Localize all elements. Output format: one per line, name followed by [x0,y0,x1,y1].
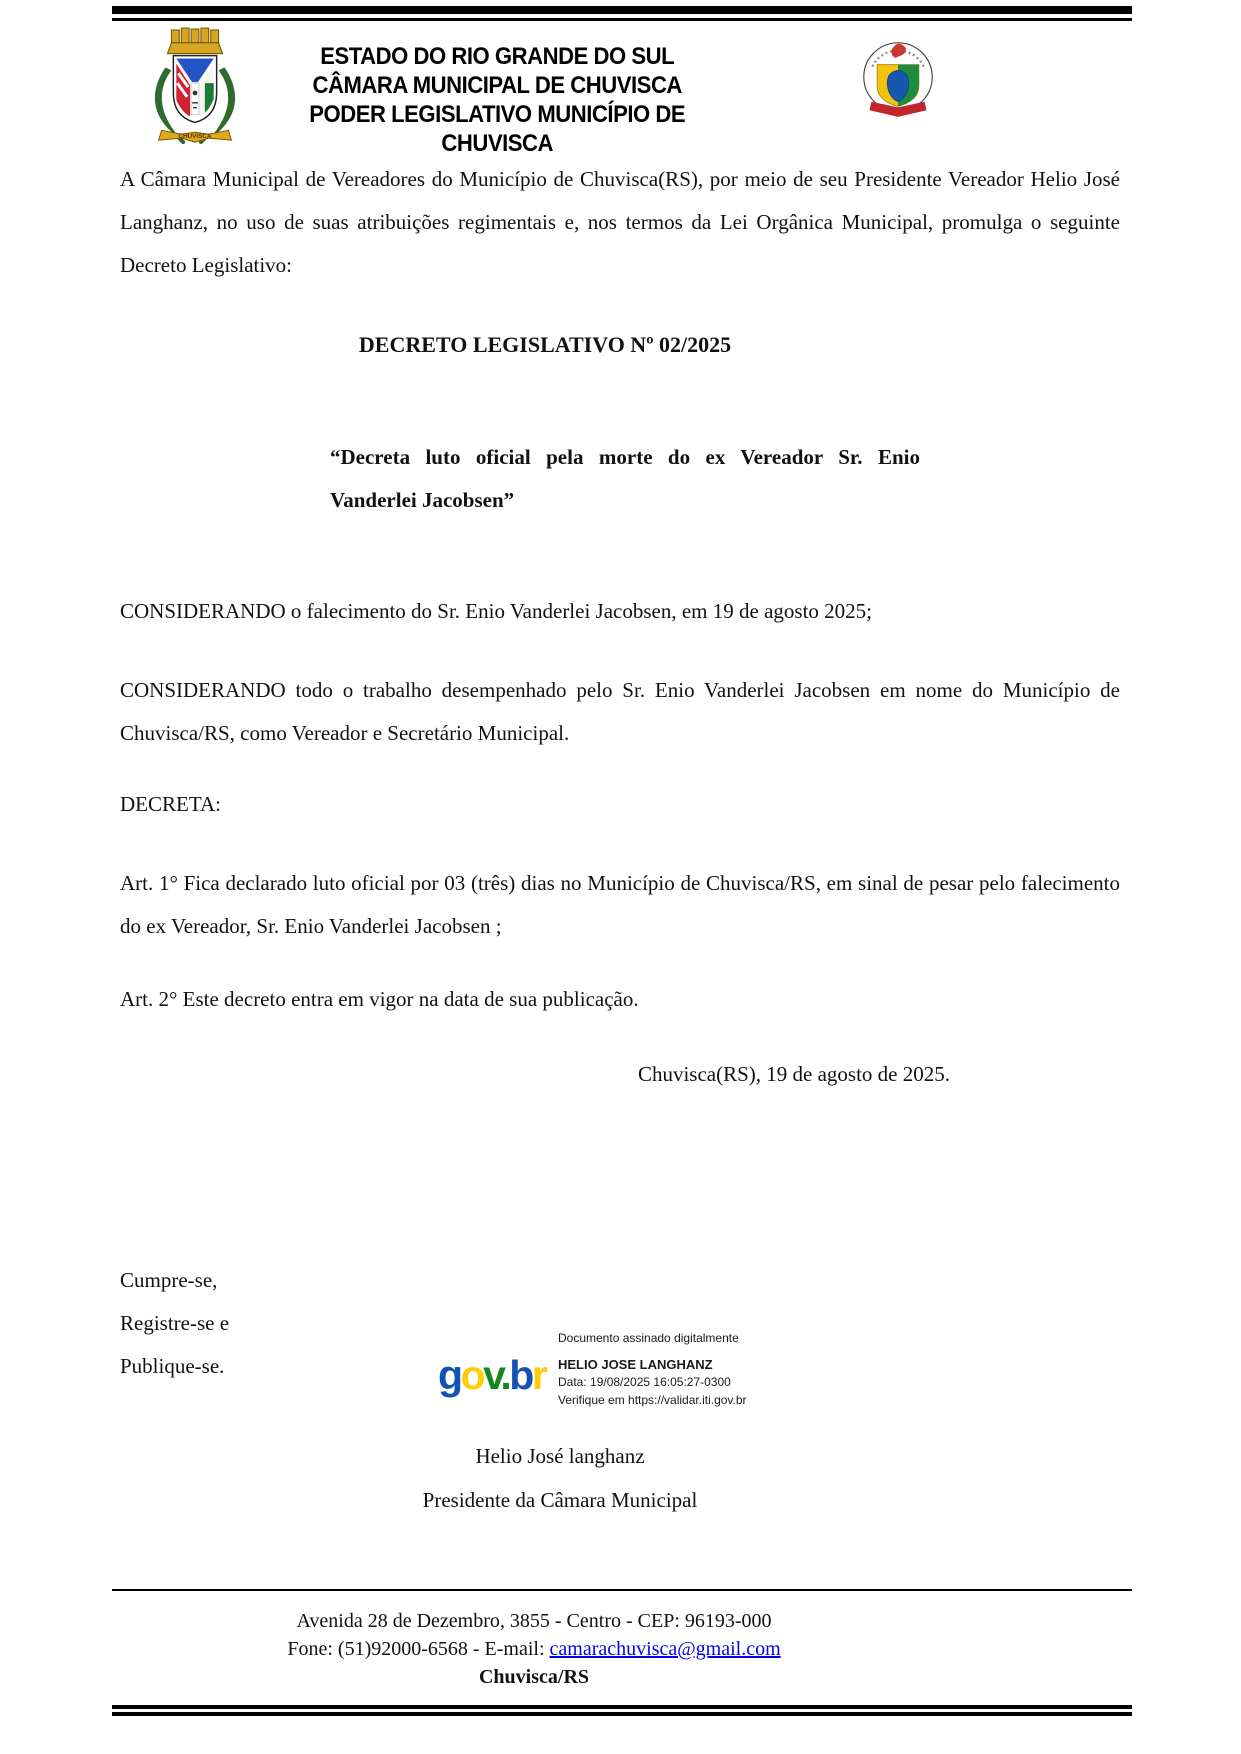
footer-email-link[interactable]: camarachuvisca@gmail.com [549,1638,781,1660]
considerando-paragraph-2: CONSIDERANDO todo o trabalho desempenhado pelo Sr. Enio Vanderlei Jacobsen em nome do Município de Chuvisca/RS, como Vereador e Secretário Municipal. [120,678,1120,745]
closing-line: Registre-se e [120,1311,230,1335]
decree-title: DECRETO LEGISLATIVO Nº 02/2025 [358,332,732,357]
signer-name: Helio José langhanz [475,1444,645,1468]
article-2: Art. 2° Este decreto entra em vigor na data de sua publicação. [120,987,639,1011]
decree-summary-quote: “Decreta luto oficial pela morte do ex Vereador Sr. Enio Vanderlei Jacobsen” [330,445,920,512]
footer-city: Chuvisca/RS [478,1666,590,1688]
govbr-letter: r [531,1352,546,1398]
footer-text-block [120,1607,1120,1691]
govbr-logo-icon [438,1352,550,1398]
footer-phone: Fone: (51)92000-6568 - E-mail: [287,1638,550,1660]
letterhead-line-state: ESTADO DO RIO GRANDE DO SUL [320,43,675,70]
letterhead [120,26,1120,158]
considerando-paragraph-1: CONSIDERANDO o falecimento do Sr. Enio Vanderlei Jacobsen, em 19 de agosto 2025; [120,599,872,623]
closing-line: Publique-se. [120,1354,225,1378]
govbr-letter: o [460,1352,484,1398]
page-footer [0,1589,1241,1691]
signer-title: Presidente da Câmara Municipal [422,1488,698,1512]
closing-line: Cumpre-se, [120,1268,218,1292]
signature-timestamp: Data: 19/08/2025 16:05:27-0300 [558,1375,731,1389]
article-1: Art. 1° Fica declarado luto oficial por 03 (três) dias no Município de Chuvisca/RS, em sinal de pesar pelo falecimento do ex Vereador, Sr. Enio Vanderlei Jacobsen ; [120,871,1120,938]
govbr-letter: g [438,1352,461,1398]
govbr-letter: b [509,1352,532,1398]
municipal-seal-icon [860,34,936,120]
govbr-letter: v [483,1352,501,1398]
decreta-label: DECRETA: [120,792,221,816]
signed-digitally-label: Documento assinado digitalmente [558,1331,739,1345]
footer-contact-line [120,1635,948,1663]
signature-verify-url: Verifique em https://validar.iti.gov.br [558,1393,747,1407]
digital-signature-stamp [438,1331,747,1409]
coat-of-arms-ribbon-label: CHUVISCA [178,133,212,141]
letterhead-line-power: PODER LEGISLATIVO MUNICÍPIO DE CHUVISCA [309,101,686,157]
footer-rule [112,1589,1132,1591]
letterhead-title-block [278,26,836,158]
letterhead-line-chamber: CÂMARA MUNICIPAL DE CHUVISCA [312,72,682,99]
signer-block [120,1434,1120,1522]
bottom-double-rule [112,1705,1132,1716]
signer-certificate-name: HELIO JOSE LANGHANZ [558,1357,713,1372]
top-double-rule [112,6,1132,21]
footer-address: Avenida 28 de Dezembro, 3855 - Centro - CEP: 96193-000 [296,1610,772,1632]
decree-body [120,158,1120,1388]
intro-paragraph: A Câmara Municipal de Vereadores do Município de Chuvisca(RS), por meio de seu Presidente Vereador Helio José Langhanz, no uso de suas atribuições regimentais e, nos termos da Lei Orgânica Municipal, promulga o seguinte Decreto Legislativo: [120,167,1120,277]
chuvisca-coat-of-arms-icon [136,26,254,154]
govbr-letter: . [500,1352,510,1398]
place-date-line: Chuvisca(RS), 19 de agosto de 2025. [637,1062,950,1086]
signature-stamp-text [558,1331,747,1409]
